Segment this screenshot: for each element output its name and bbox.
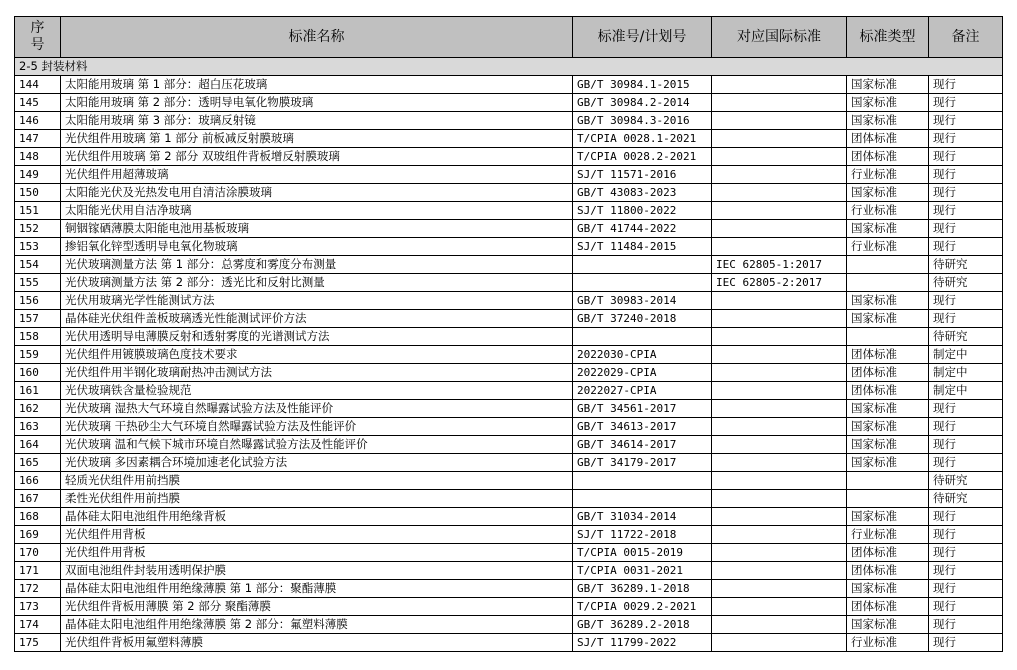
cell-name: 光伏组件用背板 [61, 526, 573, 544]
cell-intl [712, 598, 847, 616]
cell-type: 国家标准 [847, 310, 929, 328]
table-row [15, 634, 1003, 652]
cell-type: 团体标准 [847, 346, 929, 364]
table-row [15, 544, 1003, 562]
cell-type: 行业标准 [847, 202, 929, 220]
cell-seq: 155 [15, 274, 61, 292]
cell-code: T/CPIA 0029.2-2021 [573, 598, 712, 616]
table-row [15, 76, 1003, 94]
cell-intl [712, 454, 847, 472]
cell-note: 制定中 [929, 364, 1003, 382]
cell-code: GB/T 34561-2017 [573, 400, 712, 418]
cell-name: 光伏组件用半钢化玻璃耐热冲击测试方法 [61, 364, 573, 382]
cell-note: 现行 [929, 94, 1003, 112]
cell-name: 轻质光伏组件用前挡膜 [61, 472, 573, 490]
section-row [15, 58, 1003, 76]
cell-name: 光伏组件用玻璃 第 2 部分 双玻组件背板增反射膜玻璃 [61, 148, 573, 166]
cell-code [573, 472, 712, 490]
cell-code: GB/T 30984.1-2015 [573, 76, 712, 94]
cell-code: SJ/T 11722-2018 [573, 526, 712, 544]
table-row [15, 274, 1003, 292]
cell-intl [712, 238, 847, 256]
cell-type: 团体标准 [847, 544, 929, 562]
cell-seq: 150 [15, 184, 61, 202]
table-row [15, 202, 1003, 220]
cell-seq: 159 [15, 346, 61, 364]
cell-code: T/CPIA 0031-2021 [573, 562, 712, 580]
table-row [15, 292, 1003, 310]
cell-type: 团体标准 [847, 130, 929, 148]
cell-type: 国家标准 [847, 292, 929, 310]
cell-note: 现行 [929, 436, 1003, 454]
cell-name: 光伏组件用镀膜玻璃色度技术要求 [61, 346, 573, 364]
cell-seq: 168 [15, 508, 61, 526]
cell-code [573, 256, 712, 274]
cell-type: 国家标准 [847, 454, 929, 472]
cell-intl [712, 472, 847, 490]
table-row [15, 94, 1003, 112]
cell-seq: 172 [15, 580, 61, 598]
cell-intl [712, 436, 847, 454]
table-row [15, 508, 1003, 526]
section-label: 2-5 封装材料 [15, 58, 1003, 76]
cell-code: T/CPIA 0028.2-2021 [573, 148, 712, 166]
cell-note: 制定中 [929, 382, 1003, 400]
cell-type: 行业标准 [847, 166, 929, 184]
cell-note: 现行 [929, 130, 1003, 148]
table-row [15, 490, 1003, 508]
cell-name: 光伏组件背板用薄膜 第 2 部分 聚酯薄膜 [61, 598, 573, 616]
cell-note: 现行 [929, 148, 1003, 166]
cell-code: GB/T 31034-2014 [573, 508, 712, 526]
cell-intl [712, 148, 847, 166]
cell-name: 光伏玻璃 湿热大气环境自然曝露试验方法及性能评价 [61, 400, 573, 418]
cell-note: 现行 [929, 580, 1003, 598]
cell-note: 待研究 [929, 490, 1003, 508]
cell-type [847, 328, 929, 346]
cell-intl [712, 400, 847, 418]
cell-code: GB/T 36289.1-2018 [573, 580, 712, 598]
cell-note: 现行 [929, 454, 1003, 472]
cell-note: 现行 [929, 562, 1003, 580]
cell-seq: 170 [15, 544, 61, 562]
cell-note: 现行 [929, 634, 1003, 652]
table-row [15, 166, 1003, 184]
cell-code: GB/T 34179-2017 [573, 454, 712, 472]
cell-code: 2022029-CPIA [573, 364, 712, 382]
cell-code: GB/T 43083-2023 [573, 184, 712, 202]
cell-code: SJ/T 11484-2015 [573, 238, 712, 256]
cell-intl: IEC 62805-2:2017 [712, 274, 847, 292]
table-row [15, 238, 1003, 256]
cell-type [847, 490, 929, 508]
cell-name: 柔性光伏组件用前挡膜 [61, 490, 573, 508]
table-row [15, 112, 1003, 130]
cell-note: 现行 [929, 616, 1003, 634]
cell-seq: 148 [15, 148, 61, 166]
cell-type: 国家标准 [847, 94, 929, 112]
cell-intl [712, 490, 847, 508]
table-row [15, 418, 1003, 436]
table-row [15, 580, 1003, 598]
cell-intl [712, 220, 847, 238]
cell-seq: 171 [15, 562, 61, 580]
cell-seq: 174 [15, 616, 61, 634]
cell-seq: 145 [15, 94, 61, 112]
cell-note: 现行 [929, 76, 1003, 94]
header-type: 标准类型 [847, 17, 929, 58]
cell-seq: 160 [15, 364, 61, 382]
header-seq-line2: 号 [30, 37, 45, 53]
cell-note: 待研究 [929, 328, 1003, 346]
cell-type: 行业标准 [847, 634, 929, 652]
cell-seq: 147 [15, 130, 61, 148]
table-row [15, 310, 1003, 328]
cell-note: 现行 [929, 508, 1003, 526]
cell-code: SJ/T 11800-2022 [573, 202, 712, 220]
table-row [15, 256, 1003, 274]
cell-name: 光伏用透明导电薄膜反射和透射雾度的光谱测试方法 [61, 328, 573, 346]
cell-code: GB/T 34613-2017 [573, 418, 712, 436]
cell-type: 团体标准 [847, 364, 929, 382]
cell-name: 太阳能光伏用自洁净玻璃 [61, 202, 573, 220]
cell-intl: IEC 62805-1:2017 [712, 256, 847, 274]
cell-code: SJ/T 11571-2016 [573, 166, 712, 184]
cell-note: 现行 [929, 598, 1003, 616]
cell-type: 国家标准 [847, 436, 929, 454]
cell-code [573, 274, 712, 292]
standards-table [14, 16, 1003, 652]
cell-intl [712, 562, 847, 580]
cell-intl [712, 328, 847, 346]
cell-name: 光伏用玻璃光学性能测试方法 [61, 292, 573, 310]
table-row [15, 364, 1003, 382]
cell-type: 国家标准 [847, 112, 929, 130]
cell-note: 现行 [929, 112, 1003, 130]
table-row [15, 328, 1003, 346]
cell-type: 国家标准 [847, 418, 929, 436]
cell-type: 国家标准 [847, 616, 929, 634]
cell-note: 现行 [929, 544, 1003, 562]
table-row [15, 346, 1003, 364]
table-header-row [15, 17, 1003, 58]
cell-seq: 173 [15, 598, 61, 616]
cell-note: 现行 [929, 400, 1003, 418]
table-row [15, 220, 1003, 238]
cell-seq: 144 [15, 76, 61, 94]
cell-seq: 152 [15, 220, 61, 238]
cell-intl [712, 580, 847, 598]
cell-intl [712, 130, 847, 148]
header-note: 备注 [929, 17, 1003, 58]
cell-code: GB/T 41744-2022 [573, 220, 712, 238]
cell-code: SJ/T 11799-2022 [573, 634, 712, 652]
cell-type: 行业标准 [847, 526, 929, 544]
cell-name: 光伏组件用背板 [61, 544, 573, 562]
cell-intl [712, 112, 847, 130]
cell-code: T/CPIA 0028.1-2021 [573, 130, 712, 148]
cell-note: 现行 [929, 292, 1003, 310]
cell-name: 光伏组件用玻璃 第 1 部分 前板减反射膜玻璃 [61, 130, 573, 148]
cell-seq: 164 [15, 436, 61, 454]
cell-intl [712, 382, 847, 400]
cell-name: 光伏玻璃 多因素耦合环境加速老化试验方法 [61, 454, 573, 472]
cell-type: 国家标准 [847, 400, 929, 418]
cell-code: GB/T 36289.2-2018 [573, 616, 712, 634]
cell-seq: 156 [15, 292, 61, 310]
header-code: 标准号/计划号 [573, 17, 712, 58]
cell-intl [712, 364, 847, 382]
cell-type [847, 256, 929, 274]
cell-name: 晶体硅太阳电池组件用绝缘薄膜 第 1 部分：聚酯薄膜 [61, 580, 573, 598]
cell-type: 团体标准 [847, 562, 929, 580]
cell-intl [712, 94, 847, 112]
cell-seq: 154 [15, 256, 61, 274]
cell-name: 太阳能用玻璃 第 1 部分：超白压花玻璃 [61, 76, 573, 94]
cell-type: 国家标准 [847, 76, 929, 94]
cell-note: 现行 [929, 202, 1003, 220]
cell-name: 晶体硅光伏组件盖板玻璃透光性能测试评价方法 [61, 310, 573, 328]
table-row [15, 562, 1003, 580]
cell-note: 现行 [929, 310, 1003, 328]
cell-name: 光伏玻璃 温和气候下城市环境自然曝露试验方法及性能评价 [61, 436, 573, 454]
cell-type: 国家标准 [847, 580, 929, 598]
cell-type: 行业标准 [847, 238, 929, 256]
cell-name: 晶体硅太阳电池组件用绝缘薄膜 第 2 部分：氟塑料薄膜 [61, 616, 573, 634]
cell-code: GB/T 34614-2017 [573, 436, 712, 454]
cell-code: 2022030-CPIA [573, 346, 712, 364]
cell-intl [712, 508, 847, 526]
cell-note: 待研究 [929, 256, 1003, 274]
cell-seq: 169 [15, 526, 61, 544]
cell-name: 光伏玻璃测量方法 第 1 部分：总雾度和雾度分布测量 [61, 256, 573, 274]
cell-name: 光伏组件用超薄玻璃 [61, 166, 573, 184]
cell-type: 团体标准 [847, 148, 929, 166]
cell-seq: 165 [15, 454, 61, 472]
cell-intl [712, 634, 847, 652]
cell-note: 现行 [929, 238, 1003, 256]
cell-intl [712, 76, 847, 94]
cell-intl [712, 310, 847, 328]
cell-note: 现行 [929, 184, 1003, 202]
cell-type [847, 472, 929, 490]
table-row [15, 526, 1003, 544]
table-row [15, 472, 1003, 490]
cell-type: 国家标准 [847, 220, 929, 238]
cell-code: GB/T 30984.2-2014 [573, 94, 712, 112]
cell-name: 太阳能用玻璃 第 3 部分：玻璃反射镜 [61, 112, 573, 130]
cell-seq: 157 [15, 310, 61, 328]
cell-seq: 163 [15, 418, 61, 436]
header-intl: 对应国际标准 [712, 17, 847, 58]
cell-seq: 151 [15, 202, 61, 220]
cell-code: GB/T 30984.3-2016 [573, 112, 712, 130]
cell-code [573, 328, 712, 346]
cell-note: 待研究 [929, 472, 1003, 490]
cell-type: 国家标准 [847, 184, 929, 202]
cell-seq: 146 [15, 112, 61, 130]
cell-name: 光伏玻璃铁含量检验规范 [61, 382, 573, 400]
table-row [15, 616, 1003, 634]
cell-seq: 161 [15, 382, 61, 400]
table-row [15, 148, 1003, 166]
header-name: 标准名称 [61, 17, 573, 58]
standards-table-container [14, 16, 1003, 652]
cell-type: 团体标准 [847, 598, 929, 616]
table-row [15, 436, 1003, 454]
cell-intl [712, 292, 847, 310]
cell-note: 现行 [929, 166, 1003, 184]
cell-note: 现行 [929, 418, 1003, 436]
cell-name: 掺铝氧化锌型透明导电氧化物玻璃 [61, 238, 573, 256]
cell-seq: 175 [15, 634, 61, 652]
cell-intl [712, 184, 847, 202]
cell-name: 晶体硅太阳电池组件用绝缘背板 [61, 508, 573, 526]
cell-type: 国家标准 [847, 508, 929, 526]
cell-intl [712, 346, 847, 364]
cell-intl [712, 616, 847, 634]
cell-intl [712, 526, 847, 544]
cell-note: 制定中 [929, 346, 1003, 364]
cell-seq: 158 [15, 328, 61, 346]
table-row [15, 400, 1003, 418]
cell-name: 太阳能用玻璃 第 2 部分：透明导电氧化物膜玻璃 [61, 94, 573, 112]
cell-note: 现行 [929, 526, 1003, 544]
cell-code: T/CPIA 0015-2019 [573, 544, 712, 562]
cell-code [573, 490, 712, 508]
cell-seq: 162 [15, 400, 61, 418]
cell-type: 团体标准 [847, 382, 929, 400]
table-row [15, 454, 1003, 472]
cell-name: 光伏组件背板用氟塑料薄膜 [61, 634, 573, 652]
cell-code: GB/T 37240-2018 [573, 310, 712, 328]
cell-intl [712, 202, 847, 220]
header-seq-line1: 序 [30, 20, 45, 36]
cell-name: 光伏玻璃测量方法 第 2 部分：透光比和反射比测量 [61, 274, 573, 292]
table-row [15, 382, 1003, 400]
cell-name: 太阳能光伏及光热发电用自清洁涂膜玻璃 [61, 184, 573, 202]
table-row [15, 184, 1003, 202]
cell-intl [712, 166, 847, 184]
cell-note: 现行 [929, 220, 1003, 238]
cell-seq: 166 [15, 472, 61, 490]
cell-intl [712, 418, 847, 436]
cell-intl [712, 544, 847, 562]
cell-seq: 153 [15, 238, 61, 256]
cell-name: 铜铟镓硒薄膜太阳能电池用基板玻璃 [61, 220, 573, 238]
cell-code: GB/T 30983-2014 [573, 292, 712, 310]
cell-seq: 149 [15, 166, 61, 184]
table-row [15, 130, 1003, 148]
cell-seq: 167 [15, 490, 61, 508]
cell-code: 2022027-CPIA [573, 382, 712, 400]
cell-name: 双面电池组件封装用透明保护膜 [61, 562, 573, 580]
header-seq [15, 17, 61, 58]
cell-type [847, 274, 929, 292]
cell-note: 待研究 [929, 274, 1003, 292]
table-row [15, 598, 1003, 616]
cell-name: 光伏玻璃 干热砂尘大气环境自然曝露试验方法及性能评价 [61, 418, 573, 436]
